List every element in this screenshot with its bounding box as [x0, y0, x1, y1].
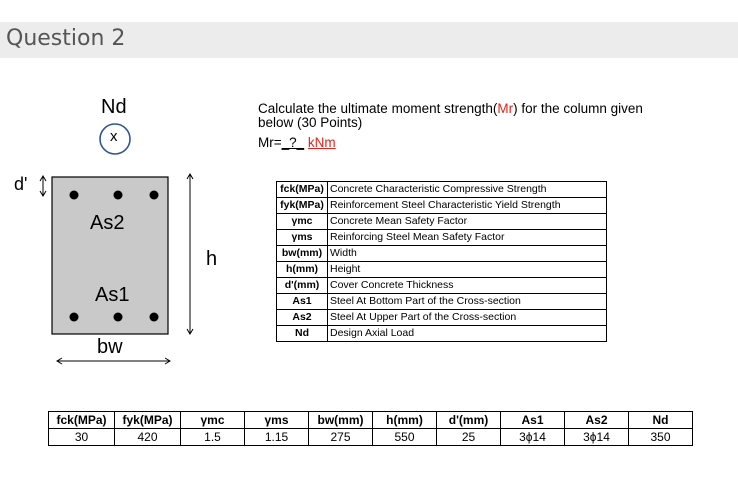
definition-desc: Height [328, 262, 607, 278]
answer-unit: kNm [307, 135, 336, 150]
column-section [52, 177, 168, 334]
cover-label: d' [14, 174, 28, 194]
table-row [277, 182, 607, 198]
definition-desc: Cover Concrete Thickness [328, 278, 607, 294]
table-row [277, 294, 607, 310]
bottom-bar [150, 313, 159, 322]
table-cell: 550 [373, 429, 437, 446]
column-header: d'(mm) [437, 412, 501, 429]
column-header: γms [245, 412, 309, 429]
definition-symbol: Nd [277, 326, 328, 342]
top-bar [150, 191, 159, 200]
prompt-line-1 [258, 101, 643, 116]
answer-line [258, 135, 336, 150]
definition-desc: Concrete Mean Safety Factor [328, 214, 607, 230]
definition-symbol: fyk(MPa) [277, 198, 328, 214]
column-header: fyk(MPa) [115, 412, 181, 429]
definition-symbol: h(mm) [277, 262, 328, 278]
height-label: h [206, 248, 218, 270]
table-cell: 30 [49, 429, 115, 446]
definition-symbol: γms [277, 230, 328, 246]
top-bar [114, 191, 123, 200]
definitions-table [276, 181, 607, 342]
column-header: Nd [629, 412, 693, 429]
bottom-steel-label: As1 [95, 284, 130, 306]
width-label: bw [97, 336, 123, 358]
definition-desc: Concrete Characteristic Compressive Strength [328, 182, 607, 198]
top-bar [70, 191, 79, 200]
answer-blank: _?_ [281, 135, 305, 150]
column-header: bw(mm) [309, 412, 373, 429]
column-header: As1 [501, 412, 565, 429]
table-row [277, 214, 607, 230]
definition-desc: Steel At Bottom Part of the Cross-section [328, 294, 607, 310]
table-cell: 420 [115, 429, 181, 446]
table-row [49, 429, 693, 446]
definition-desc: Reinforcement Steel Characteristic Yield Strength [328, 198, 607, 214]
table-row [277, 310, 607, 326]
column-header: γmc [181, 412, 245, 429]
answer-prefix: Mr= [258, 135, 282, 150]
axial-load-symbol: x [110, 128, 118, 145]
definition-symbol: γmc [277, 214, 328, 230]
definition-symbol: d'(mm) [277, 278, 328, 294]
bottom-bar [114, 313, 123, 322]
values-table [48, 411, 693, 446]
table-cell: 3ϕ14 [565, 429, 629, 446]
table-row [277, 326, 607, 342]
table-cell: 1.5 [181, 429, 245, 446]
axial-load-label: Nd [101, 96, 127, 118]
column-header: fck(MPa) [49, 412, 115, 429]
table-row [277, 230, 607, 246]
table-cell: 25 [437, 429, 501, 446]
definition-desc: Design Axial Load [328, 326, 607, 342]
definition-desc: Steel At Upper Part of the Cross-section [328, 310, 607, 326]
definition-symbol: As2 [277, 310, 328, 326]
definition-symbol: fck(MPa) [277, 182, 328, 198]
column-header: As2 [565, 412, 629, 429]
table-cell: 3ϕ14 [501, 429, 565, 446]
definition-desc: Width [328, 246, 607, 262]
top-steel-label: As2 [90, 212, 125, 234]
definition-symbol: bw(mm) [277, 246, 328, 262]
bottom-bar [70, 313, 79, 322]
table-row [277, 246, 607, 262]
table-row [277, 198, 607, 214]
question-title: Question 2 [6, 26, 126, 51]
table-row [277, 278, 607, 294]
table-header-row [49, 412, 693, 429]
column-header: h(mm) [373, 412, 437, 429]
table-cell: 1.15 [245, 429, 309, 446]
prompt-text-post: ) for the column given [513, 101, 643, 116]
prompt-variable: Mr [497, 101, 514, 116]
definition-desc: Reinforcing Steel Mean Safety Factor [328, 230, 607, 246]
prompt-line-2: below (30 Points) [258, 115, 363, 130]
prompt-text-pre: Calculate the ultimate moment strength( [258, 101, 498, 116]
table-row [277, 262, 607, 278]
table-cell: 350 [629, 429, 693, 446]
table-cell: 275 [309, 429, 373, 446]
definition-symbol: As1 [277, 294, 328, 310]
